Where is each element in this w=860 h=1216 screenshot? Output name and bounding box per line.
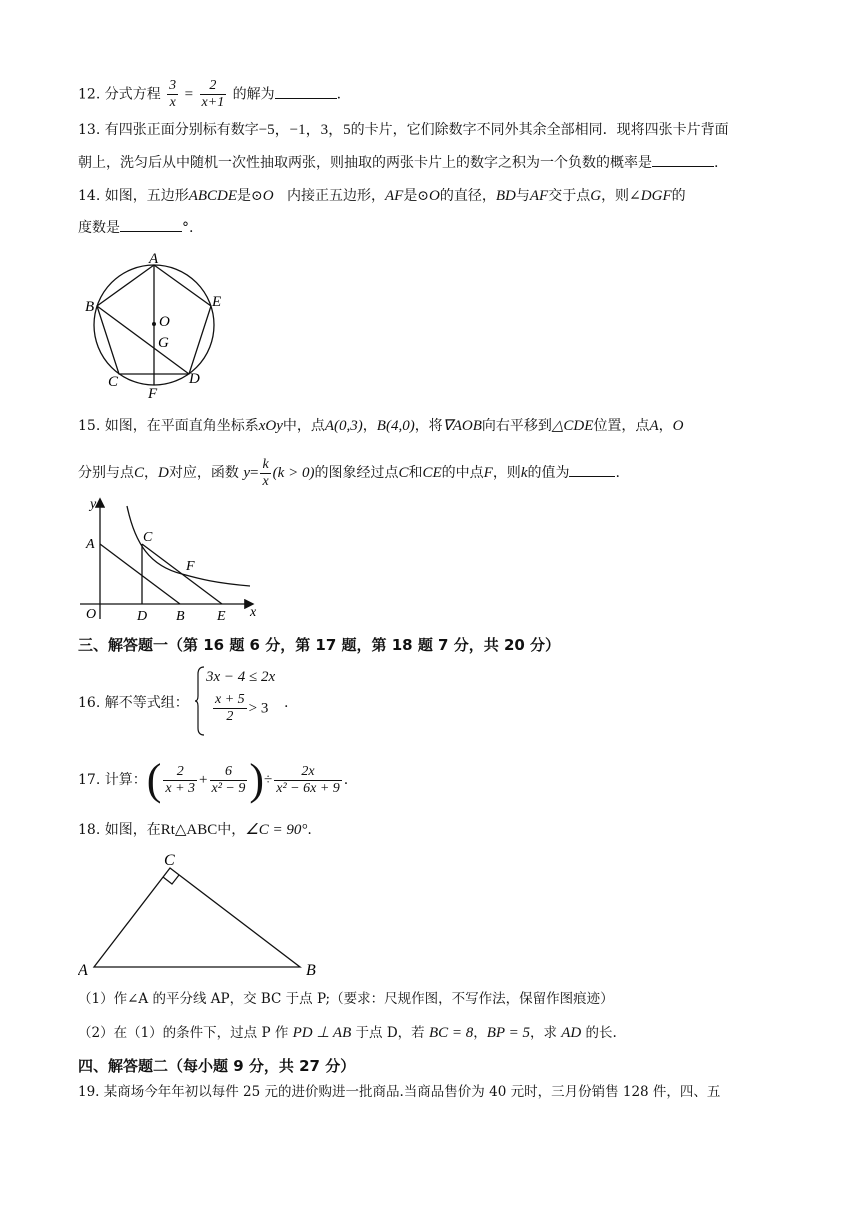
label-E: E xyxy=(212,294,222,310)
svg-text:O: O xyxy=(86,607,97,622)
right-angle-mark xyxy=(163,875,179,884)
question-13-line2: 朝上，洗匀后从中随机一次性抽取两张，则抽取的两张卡片上的数字之积为一个负数的概率是 . xyxy=(78,155,719,171)
section-4-heading: 四、解答题二（每小题 9 分，共 27 分） xyxy=(78,1057,356,1075)
fraction-k-x: $\frac{k}{x}$ xyxy=(262,456,269,489)
label-O: O xyxy=(159,314,170,330)
triangle-figure xyxy=(78,848,328,978)
fraction: $\frac{2}{x+1}$ xyxy=(201,78,225,110)
question-12: 12. 分式方程 $\frac{3}{x}$ = $\frac{2}{x+1}$ 的解为 . xyxy=(78,78,342,110)
question-14-line2: 度数是 °. xyxy=(78,220,194,236)
center-point xyxy=(152,322,156,326)
coordinate-figure xyxy=(80,494,270,624)
answer-blank xyxy=(120,231,182,232)
answer-blank xyxy=(275,98,337,99)
label-B: B xyxy=(85,299,95,315)
svg-text:B: B xyxy=(306,962,316,978)
section-3-heading: 三、解答题一（第 16 题 6 分，第 17 题，第 18 题 7 分，共 20 分） xyxy=(78,636,561,654)
svg-text:y: y xyxy=(90,497,97,512)
question-15-line1: 15. 如图，在平面直角坐标系xOy中，点A(0,3)，B(4,0)，将∇AOB向右平移到△CDE位置，点A，O xyxy=(78,418,684,434)
question-18-part2: （2）在（1）的条件下，过点 P 作 PD ⊥ AB 于点 D，若 BC = 8，BP = 5，求 AD 的长. xyxy=(78,1025,617,1041)
label-A: A xyxy=(149,251,159,267)
question-19: 19. 某商场今年年初以每件 25 元的进价购进一批商品.当商品售价为 40 元时，三月份销售 128 件，四、五 xyxy=(78,1084,721,1100)
triangle-abc xyxy=(94,868,300,967)
label-F: F xyxy=(148,386,158,400)
answer-blank xyxy=(652,166,714,167)
svg-text:A: A xyxy=(78,962,88,978)
question-14-line1: 14. 如图，五边形ABCDE是⊙O 内接正五边形，AF是⊙O的直径，BD与AF交于点G，则∠DGF的 xyxy=(78,188,686,204)
label-D: D xyxy=(189,371,200,387)
svg-text:x: x xyxy=(250,605,257,620)
svg-text:B: B xyxy=(176,609,185,624)
svg-text:C: C xyxy=(164,852,175,869)
question-17: 17. 计算：( $\frac{2}{x + 3}$ + $\frac{6}{\text{x² − 9}}$ )÷ $\frac{2x}{\text{x² − 6x + 9}}$ . xyxy=(78,755,349,804)
question-15-line2: 分别与点C，D对应，函数 y= $\frac{k}{x}$ (k > 0)的图象经过点C和CE的中点F，则k的值为 . xyxy=(78,456,620,489)
question-18: 18. 如图，在Rt△ABC中，∠C = 90°. xyxy=(78,822,312,838)
brace xyxy=(195,666,205,736)
pentagon-figure xyxy=(84,250,224,400)
segment-ab xyxy=(100,544,180,604)
svg-text:D: D xyxy=(137,609,148,624)
label-C: C xyxy=(108,374,119,390)
question-18-part1: （1）作∠A 的平分线 AP，交 BC 于点 P;（要求：尺规作图，不写作法，保留作图痕迹） xyxy=(78,991,614,1007)
fraction: $\frac{3}{x}$ xyxy=(169,78,177,110)
label-G: G xyxy=(158,335,169,351)
svg-text:F: F xyxy=(186,559,195,574)
svg-text:E: E xyxy=(217,609,226,624)
segment-bd xyxy=(97,306,189,374)
answer-blank xyxy=(569,476,615,477)
svg-text:A: A xyxy=(86,537,95,552)
question-13-line1: 13. 有四张正面分别标有数字−5，−1，3，5的卡片，它们除数字不同外其余全部相同．现将四张卡片背面 xyxy=(78,122,729,138)
svg-text:C: C xyxy=(143,530,153,545)
